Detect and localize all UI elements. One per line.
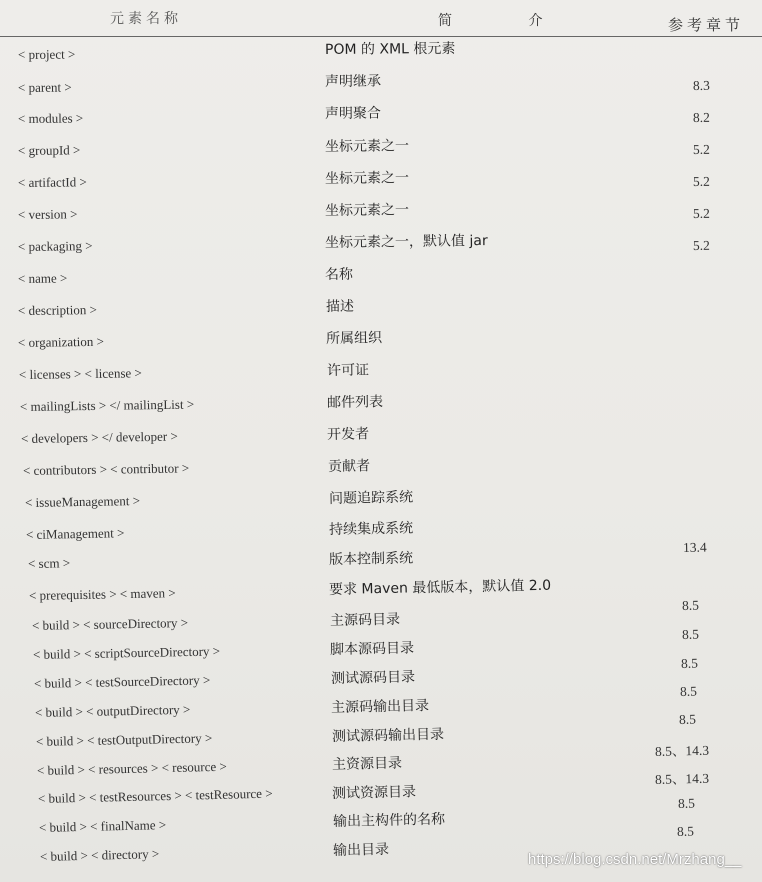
description-cell: 持续集成系统 <box>328 520 414 538</box>
reference-section-cell: 8.5 <box>679 683 698 699</box>
reference-section-cell: 5.2 <box>692 141 710 157</box>
description-cell: 贡献者 <box>327 458 371 475</box>
description-cell: 主资源目录 <box>331 755 403 773</box>
reference-section-cell: 8.2 <box>692 109 710 125</box>
reference-section-cell: 8.5 <box>681 626 700 642</box>
element-name-cell: < ciManagement > <box>25 525 125 542</box>
description-cell: 声明聚合 <box>324 105 382 122</box>
element-name-cell: < build > < testSourceDirectory > <box>33 672 211 691</box>
description-cell: 坐标元素之一，默认值 jar <box>324 233 488 251</box>
description-cell: 问题追踪系统 <box>328 489 414 507</box>
reference-section-cell: 8.5 <box>676 823 695 839</box>
element-name-cell: < developers > </ developer > <box>20 428 178 446</box>
reference-section-cell: 5.2 <box>692 173 710 189</box>
column-header-reference-section: 参考章节 <box>668 16 745 34</box>
element-name-cell: < organization > <box>17 333 104 350</box>
element-name-cell: < build > < finalName > <box>38 817 167 835</box>
description-cell: 输出主构件的名称 <box>332 811 446 830</box>
description-cell: 主源码输出目录 <box>330 697 430 716</box>
element-name-cell: < build > < directory > <box>39 846 160 864</box>
element-name-cell: < project > <box>17 46 76 62</box>
description-cell: POM 的 XML 根元素 <box>324 40 456 58</box>
reference-section-cell: 8.5 <box>681 597 700 613</box>
description-cell: 名称 <box>324 266 354 283</box>
description-cell: 描述 <box>325 298 355 315</box>
description-cell: 脚本源码目录 <box>329 640 415 658</box>
description-cell: 邮件列表 <box>326 394 384 411</box>
element-name-cell: < build > < resources > < resource > <box>36 758 227 778</box>
element-name-cell: < contributors > < contributor > <box>22 460 190 478</box>
description-cell: 坐标元素之一 <box>324 170 410 187</box>
element-name-cell: < artifactId > <box>17 174 87 190</box>
reference-section-cell: 8.5 <box>677 795 696 811</box>
description-cell: 坐标元素之一 <box>324 202 410 219</box>
element-name-cell: < licenses > < license > <box>18 365 142 382</box>
element-name-cell: < description > <box>17 302 98 318</box>
description-cell: 主源码目录 <box>329 611 401 629</box>
reference-section-cell: 5.2 <box>692 237 710 253</box>
watermark-url: https://blog.csdn.net/Mrzhang__ <box>528 851 742 868</box>
element-name-cell: < issueManagement > <box>24 492 141 510</box>
description-cell: 所属组织 <box>325 330 383 347</box>
description-cell: 输出目录 <box>332 841 390 859</box>
reference-section-cell: 8.3 <box>692 77 710 93</box>
element-name-cell: < prerequisites > < maven > <box>28 585 176 603</box>
element-name-cell: < scm > <box>27 555 71 571</box>
element-name-cell: < parent > <box>17 79 72 95</box>
description-cell: 版本控制系统 <box>328 550 414 568</box>
element-name-cell: < version > <box>17 206 78 222</box>
reference-section-cell: 8.5、14.3 <box>654 742 710 759</box>
element-name-cell: < groupId > <box>17 142 81 158</box>
reference-section-cell: 5.2 <box>692 205 710 221</box>
element-name-cell: < build > < testResources > < testResource > <box>37 785 273 806</box>
description-cell: 声明继承 <box>324 73 382 90</box>
element-name-cell: < build > < testOutputDirectory > <box>35 730 213 749</box>
description-cell: 测试源码输出目录 <box>331 726 445 745</box>
element-name-cell: < modules > <box>17 110 84 126</box>
element-name-cell: < build > < sourceDirectory > <box>31 615 189 633</box>
reference-section-cell: 13.4 <box>682 539 707 555</box>
element-name-cell: < packaging > <box>17 238 93 254</box>
description-cell: 测试源码目录 <box>330 669 416 687</box>
column-header-element-name: 元素名称 <box>110 11 182 27</box>
reference-section-cell: 8.5、14.3 <box>654 770 710 787</box>
element-name-cell: < build > < scriptSourceDirectory > <box>32 643 221 662</box>
element-name-cell: < mailingLists > </ mailingList > <box>19 396 195 414</box>
description-cell: 要求 Maven 最低版本，默认值 2.0 <box>328 577 552 598</box>
element-name-cell: < build > < outputDirectory > <box>34 701 191 720</box>
description-cell: 开发者 <box>326 426 370 443</box>
reference-section-cell: 8.5 <box>680 655 699 671</box>
element-name-cell: < name > <box>17 270 68 286</box>
header-rule <box>0 36 762 37</box>
description-cell: 测试资源目录 <box>331 784 417 802</box>
description-cell: 坐标元素之一 <box>324 138 410 155</box>
reference-section-cell: 8.5 <box>678 711 697 727</box>
description-cell: 许可证 <box>326 362 370 379</box>
column-header-description: 简 介 <box>438 13 579 29</box>
